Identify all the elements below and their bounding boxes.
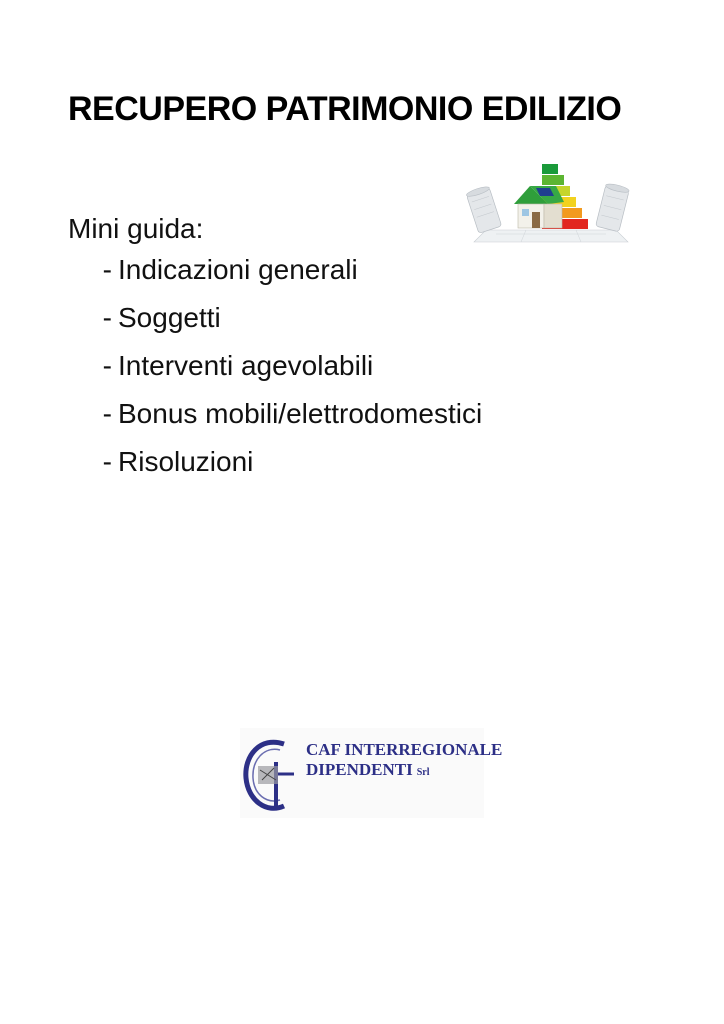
list-item: - Soggetti <box>102 302 221 333</box>
guide-label: Mini guida: <box>68 213 204 244</box>
caf-logo-icon <box>240 734 298 816</box>
mini-guide <box>68 212 482 486</box>
caf-logo-text <box>306 740 502 783</box>
caf-logo <box>240 728 503 818</box>
list-item: - Indicazioni generali <box>102 254 358 285</box>
house-energy-illustration <box>466 160 634 244</box>
logo-suffix: Srl <box>416 767 430 778</box>
list-item: - Risoluzioni <box>102 446 254 477</box>
logo-line1: CAF INTERREGIONALE <box>306 740 503 759</box>
logo-line2: DIPENDENTI <box>306 760 413 779</box>
list-item: - Bonus mobili/elettrodomestici <box>102 398 483 429</box>
list-item: - Interventi agevolabili <box>102 350 374 381</box>
page-title: RECUPERO PATRIMONIO EDILIZIO <box>68 90 622 128</box>
guide-list <box>68 246 482 486</box>
